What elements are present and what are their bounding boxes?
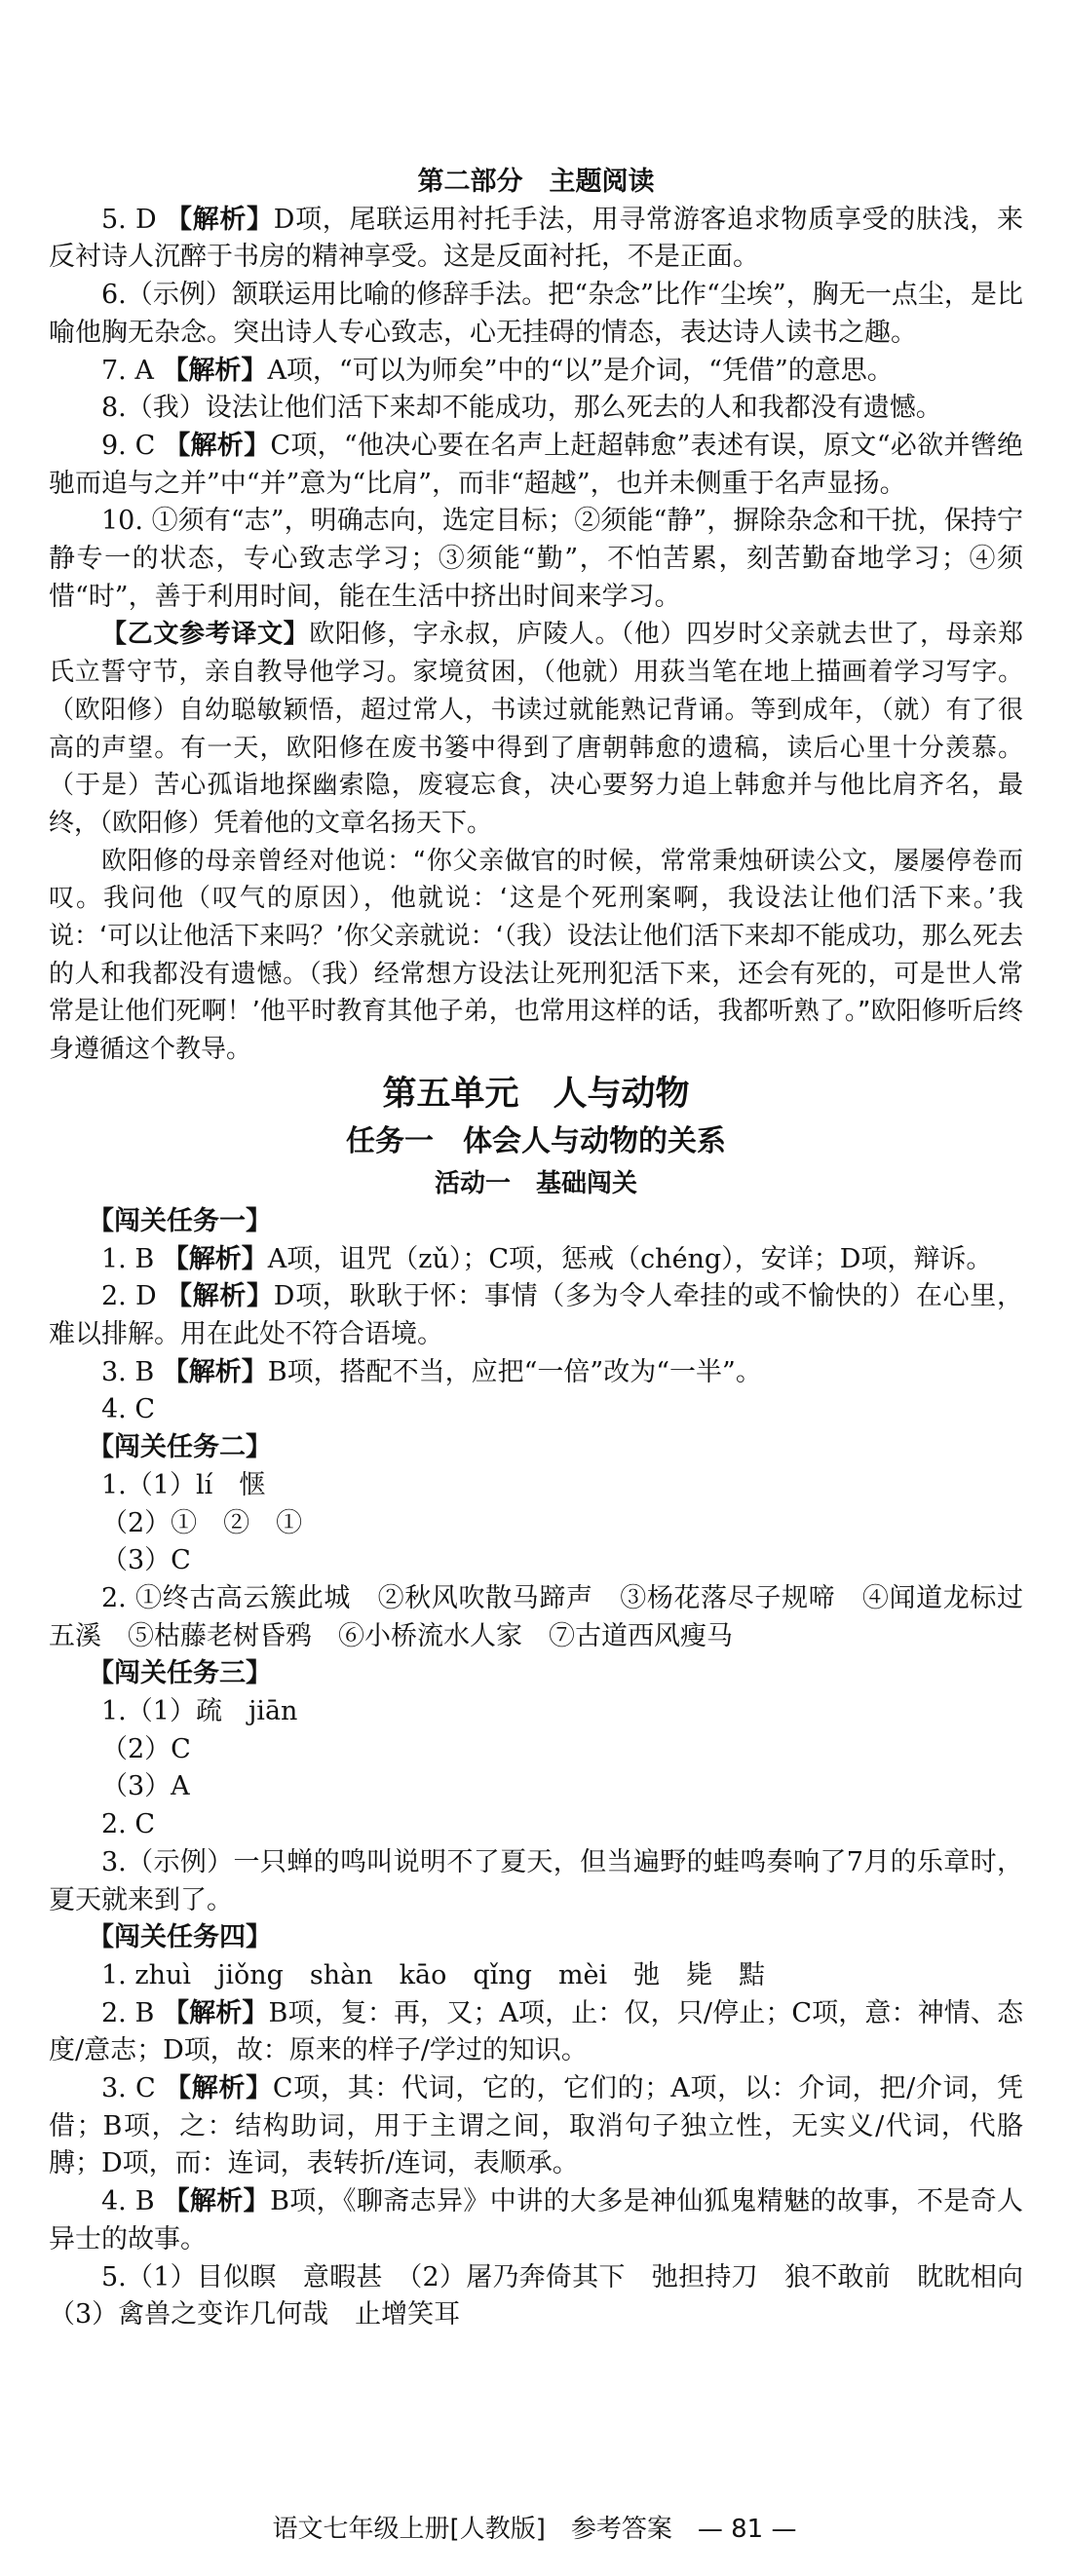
task3-line-2: （2）C bbox=[101, 1733, 191, 1764]
answer-7 bbox=[49, 353, 1023, 391]
answer-lead: 4. B bbox=[101, 2186, 155, 2217]
task1-answer-4: 4. C bbox=[101, 1394, 156, 1425]
task2-line-2: （2）① ② ① bbox=[101, 1507, 303, 1538]
task4-answer-1: 1. zhuì jiǒng shàn kāo qǐng mèi 弛 毙 黠 bbox=[101, 1959, 766, 1990]
answer-5 bbox=[49, 202, 1023, 277]
answer-lead: 3. C bbox=[101, 2073, 156, 2104]
subtask-1-label: 【闯关任务一】 bbox=[88, 1205, 272, 1236]
analysis-label: 【解析】 bbox=[165, 1281, 274, 1312]
analysis-label: 【解析】 bbox=[163, 2186, 271, 2217]
answer-lead: 2. D bbox=[101, 1281, 157, 1312]
unit-title: 第五单元 人与动物 bbox=[382, 1074, 690, 1114]
translation-label: 【乙文参考译文】 bbox=[101, 620, 310, 650]
analysis-label: 【解析】 bbox=[165, 204, 274, 235]
analysis-label: 【解析】 bbox=[164, 430, 271, 461]
translation-para-1 bbox=[49, 616, 1023, 842]
translation-para-2: 欧阳修的母亲曾经对他说：“你父亲做官的时候，常常秉烛研读公文，屡屡停卷而叹。我问他（叹气的原因），他就说：‘这是个死刑案啊，我设法让他们活下来。’我说：‘可以让他活下来吗？’你父亲就说：‘（我）设法让他们活下来却不能成功，那么死去的人和我都没有遗憾。（我）经常想方设法让死刑犯活下来，还会有死的，可是世人常常是让他们死啊！’他平时教育其他子弟，也常用这样的话，我都听熟了。”欧阳修听后终身遵循这个教导。 bbox=[49, 846, 1023, 1065]
page-content bbox=[49, 164, 1050, 2334]
analysis-label: 【解析】 bbox=[162, 1243, 268, 1274]
activity-title: 活动一 基础闯关 bbox=[434, 1168, 637, 1198]
answer-lead: 2. B bbox=[101, 1997, 155, 2028]
subtask-4-label: 【闯关任务四】 bbox=[88, 1922, 272, 1953]
task1-answer-3 bbox=[49, 1354, 1023, 1392]
task4-answer-2 bbox=[49, 1995, 1023, 2070]
answer-text: D项，耿耿于怀：事情（多为令人牵挂的或不愉快的）在心里，难以排解。用在此处不符合语境。 bbox=[49, 1281, 1023, 1349]
task1-answer-2 bbox=[49, 1278, 1023, 1353]
answer-6: 6.（示例）颔联运用比喻的修辞手法。把“杂念”比作“尘埃”，胸无一点尘，是比喻他胸无杂念。突出诗人专心致志，心无挂碍的情态，表达诗人读书之趣。 bbox=[49, 280, 1023, 348]
answer-8: 8.（我）设法让他们活下来却不能成功，那么死去的人和我都没有遗憾。 bbox=[101, 393, 942, 424]
answer-text: A项，“可以为师矣”中的“以”是介词，“凭借”的意思。 bbox=[267, 355, 894, 386]
section-title-part2: 第二部分 主题阅读 bbox=[417, 167, 655, 197]
task3-line-4: 2. C bbox=[101, 1809, 156, 1840]
task3-line-3: （3）A bbox=[101, 1771, 190, 1802]
answer-text: B项，复：再，又；A项，止：仅，只/停止；C项，意：神情、态度/意志；D项，故：原来的样子/学过的知识。 bbox=[49, 1997, 1023, 2066]
answer-text: C项，其：代词，它的，它们的；A项，以：介词，把/介词，凭借；B项，之：结构助词，用于主谓之间，取消句子独立性，无实义/代词，代胳膊；D项，而：连词，表转折/连词，表顺承。 bbox=[49, 2073, 1023, 2179]
answer-lead: 5. D bbox=[101, 204, 157, 235]
task2-line-4: 2. ①终古高云簇此城 ②秋风吹散马蹄声 ③杨花落尽子规啼 ④闻道龙标过五溪 ⑤枯藤老树昏鸦 ⑥小桥流水人家 ⑦古道西风瘦马 bbox=[49, 1582, 1023, 1651]
answer-lead: 3. B bbox=[101, 1356, 155, 1387]
answer-lead: 9. C bbox=[101, 430, 156, 461]
task2-line-1: 1.（1）lí 惬 bbox=[101, 1469, 266, 1500]
subtask-2-label: 【闯关任务二】 bbox=[88, 1432, 272, 1463]
translation-text-1: 欧阳修，字永叔，庐陵人。（他）四岁时父亲就去世了，母亲郑氏立誓守节，亲自教导他学习。家境贫困，（他就）用荻当笔在地上描画着学习写字。（欧阳修）自幼聪敏颖悟，超过常人，书读过就能熟记背诵。等到成年，（就）有了很高的声望。有一天，欧阳修在废书篓中得到了唐朝韩愈的遗稿，读后心里十分羡慕。（于是）苦心孤诣地探幽索隐，废寝忘食，决心要努力追上韩愈并与他比肩齐名，最终，（欧阳修）凭着他的文章名扬天下。 bbox=[49, 620, 1023, 838]
answer-lead: 7. A bbox=[101, 355, 154, 386]
task4-answer-5: 5.（1）目似瞑 意暇甚 （2）屠乃奔倚其下 弛担持刀 狼不敢前 眈眈相向 （3）禽兽之变诈几何哉 止增笑耳 bbox=[49, 2261, 1050, 2330]
task4-answer-3 bbox=[49, 2070, 1023, 2183]
answer-text: B项，《聊斋志异》中讲的大多是神仙狐鬼精魅的故事，不是奇人异士的故事。 bbox=[49, 2186, 1024, 2254]
answer-lead: 1. B bbox=[101, 1243, 155, 1274]
task3-line-1: 1.（1）疏 jiān bbox=[101, 1696, 298, 1727]
page-footer: 语文七年级上册[人教版] 参考答案 — 81 — bbox=[272, 2515, 797, 2544]
analysis-label: 【解析】 bbox=[165, 2073, 273, 2104]
answer-text: D项，尾联运用衬托手法，用寻常游客追求物质享受的肤浅，来反衬诗人沉醉于书房的精神享受。这是反面衬托，不是正面。 bbox=[49, 204, 1023, 273]
analysis-label: 【解析】 bbox=[162, 1356, 268, 1387]
answer-text: B项，搭配不当，应把“一倍”改为“一半”。 bbox=[267, 1356, 762, 1387]
task1-answer-1 bbox=[49, 1241, 1023, 1279]
subtask-3-label: 【闯关任务三】 bbox=[88, 1658, 272, 1689]
task3-line-5: 3.（示例）一只蝉的鸣叫说明不了夏天，但当遍野的蛙鸣奏响了7月的乐章时，夏天就来到了。 bbox=[49, 1846, 1023, 1915]
answer-9 bbox=[49, 428, 1023, 503]
analysis-label: 【解析】 bbox=[162, 355, 268, 386]
answer-text: C项，“他决心要在名声上赶超韩愈”表述有误，原文“必欲并辔绝驰而追与之并”中“并”意为“比肩”，而非“超越”，也并未侧重于名声显扬。 bbox=[49, 430, 1023, 499]
task4-answer-4 bbox=[49, 2183, 1023, 2258]
task-title: 任务一 体会人与动物的关系 bbox=[346, 1123, 726, 1158]
task2-line-3: （3）C bbox=[101, 1545, 191, 1576]
answer-10: 10. ①须有“志”，明确志向，选定目标；②须能“静”，摒除杂念和干扰，保持宁静专一的状态，专心致志学习；③须能“勤”，不怕苦累，刻苦勤奋地学习；④须惜“时”，善于利用时间，能在生活中挤出时间来学习。 bbox=[49, 506, 1023, 612]
answer-text: A项，诅咒（zǔ）；C项，惩戒（chéng），安详；D项，辩诉。 bbox=[267, 1243, 993, 1274]
analysis-label: 【解析】 bbox=[163, 1997, 269, 2028]
